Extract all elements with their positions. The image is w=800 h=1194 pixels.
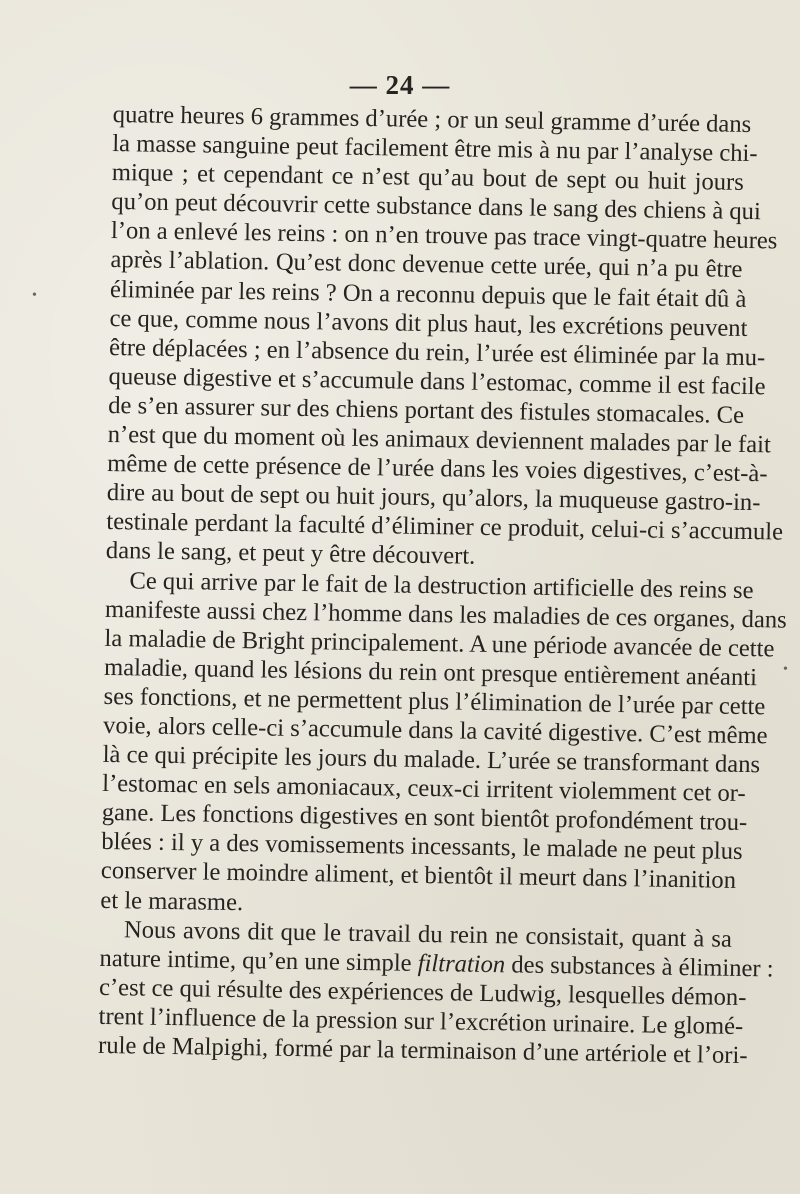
text-line: éliminée par les reins ? On a reconnu depuis que le fait était dû à bbox=[109, 275, 747, 313]
text-line: Ce qui arrive par le fait de la destruction artificielle des reins se bbox=[129, 566, 754, 604]
text-line: quatre heures 6 grammes d’urée ; or un seul gramme d’urée dans bbox=[112, 100, 752, 139]
text-line: n’est que du moment où les animaux deviennent malades par le fait bbox=[107, 420, 772, 459]
paragraph bbox=[97, 915, 774, 1070]
text-line: voie, alors celle-ci s’accumule dans la cavité digestive. C’est même bbox=[102, 711, 768, 750]
text-line: rule de Malpighi, formé par la terminaison d’une artériole et l’ori- bbox=[97, 1031, 748, 1070]
margin-speck: • bbox=[32, 288, 37, 303]
body-text bbox=[97, 100, 787, 1070]
text-line: et le marasme. bbox=[100, 886, 244, 916]
text-line: après l’ablation. Qu’est donc devenue cette urée, qui n’a pu être bbox=[110, 246, 743, 284]
text-line: là ce qui précipite les jours du malade. L’urée se transformant dans bbox=[102, 740, 761, 779]
text-line: conserver le moindre aliment, et bientôt il meurt dans l’inanition bbox=[100, 857, 737, 895]
text-line: de s’en assurer sur des chiens portant des fistules stomacales. Ce bbox=[107, 391, 745, 429]
text-line: testinale perdant la faculté d’éliminer ce produit, celui-ci s’accumule bbox=[106, 508, 784, 546]
text-line: ses fonctions, et ne permettent plus l’élimination de l’urée par cette bbox=[103, 682, 766, 721]
text-line: même de cette présence de l’urée dans les voies digestives, c’est-à- bbox=[107, 450, 768, 488]
text-line: blées : il y a des vomissements incessants, le malade ne peut plus bbox=[101, 828, 743, 866]
text-line: nature intime, qu’en une simple filtration des substances à éliminer : bbox=[99, 944, 774, 983]
text-line: maladie, quand les lésions du rein ont presque entièrement anéanti bbox=[103, 653, 758, 691]
text-line: dire au bout de sept ou huit jours, qu’alors, la muqueuse gastro-in- bbox=[106, 479, 761, 517]
paragraph bbox=[100, 565, 787, 924]
text-line: être déplacées ; en l’absence du rein, l’urée est éliminée par la mu- bbox=[108, 333, 766, 372]
text-line: la maladie de Bright principalement. A une période avancée de cette bbox=[104, 624, 775, 663]
text-line: c’est ce qui résulte des expériences de Ludwig, lesquelles démon- bbox=[98, 973, 747, 1011]
text-line: l’estomac en sels amoniacaux, ceux-ci irritent violemment cet or- bbox=[102, 770, 746, 808]
text-line: gane. Les fonctions digestives en sont bientôt profondément trou- bbox=[101, 799, 748, 837]
text-line: trent l’influence de la pression sur l’excrétion urinaire. Le glomé- bbox=[98, 1002, 744, 1040]
text-line: qu’on peut découvrir cette substance dans le sang des chiens à qui bbox=[111, 188, 762, 226]
emphasized-word: filtration bbox=[417, 949, 506, 978]
page-number: — 24 — bbox=[349, 70, 451, 100]
text-line: mique ; et cependant ce n’est qu’au bout de sept ou huit jours bbox=[111, 159, 744, 197]
text-line: Nous avons dit que le travail du rein ne consistait, quant à sa bbox=[123, 915, 733, 953]
text-line: manifeste aussi chez l’homme dans les maladies de ces organes, dans bbox=[104, 595, 787, 634]
text-line: l’on a enlevé les reins : on n’en trouve pas trace vingt-quatre heures bbox=[110, 217, 778, 255]
margin-speck: • bbox=[783, 662, 788, 677]
text-line: dans le sang, et peut y être découvert. bbox=[105, 537, 476, 571]
text-line: la masse sanguine peut facilement être mis à nu par l’analyse chi- bbox=[112, 130, 758, 168]
paragraph bbox=[105, 100, 784, 575]
text-line: ce que, comme nous l’avons dit plus haut, les excrétions peuvent bbox=[109, 304, 748, 342]
text-line: queuse digestive et s’accumule dans l’estomac, comme il est facile bbox=[108, 362, 766, 401]
